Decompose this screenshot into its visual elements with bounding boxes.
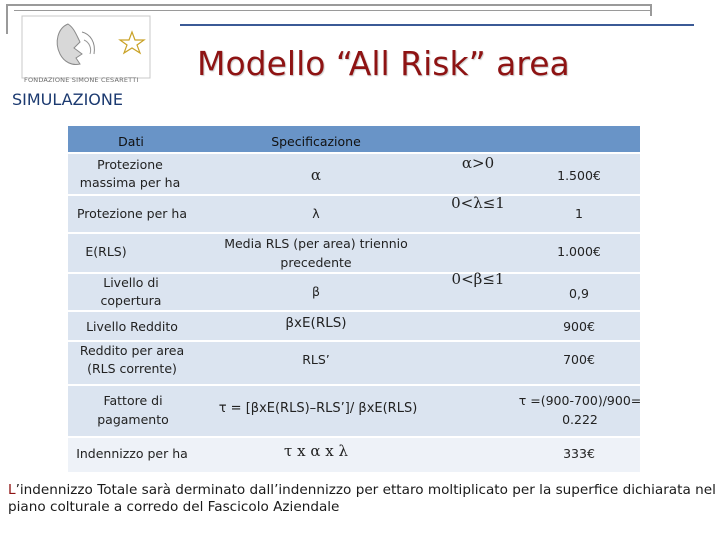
table-cell-dato: Indennizzo per ha	[76, 446, 188, 461]
table-cell-valore: 700€	[563, 352, 595, 367]
table-cell-valore: 333€	[563, 446, 595, 461]
constraint-alpha: α>0	[461, 154, 495, 172]
table-cell-valore: 1	[575, 206, 583, 221]
footer-initial: L	[8, 482, 16, 498]
table-cell-spec: RLS’	[302, 352, 330, 367]
row-divider	[68, 194, 640, 196]
table-cell-valore: 0,9	[569, 286, 589, 301]
table-cell-spec: Media RLS (per area) triennio precedente	[224, 236, 408, 270]
table-cell-valore: 900€	[563, 319, 595, 334]
table-cell-valore: 1.500€	[557, 168, 601, 183]
table-cell-valore: τ =(900-700)/900= 0.222	[518, 393, 642, 427]
row-divider	[68, 384, 640, 386]
header-rule	[180, 24, 694, 26]
frame-line-right	[650, 4, 652, 16]
table-cell-valore: 1.000€	[557, 244, 601, 259]
table-cell-spec: τ = [βxE(RLS)–RLS’]/ βxE(RLS)	[218, 401, 418, 416]
table-cell-dato: Protezione massima per ha	[79, 157, 181, 190]
frame-line-top-inner	[14, 10, 652, 11]
table-cell-dato: Livello Reddito	[86, 319, 178, 334]
footer-note	[8, 482, 718, 516]
table-cell-spec: β	[312, 284, 320, 299]
table-cell-spec: λ	[312, 206, 320, 221]
table-cell-dato: Livello di copertura	[100, 275, 162, 308]
table-cell-dato: Protezione per ha	[76, 206, 187, 221]
column-header-dati: Dati	[118, 134, 144, 149]
footer-text: ’indennizzo Totale sarà derminato dall’indennizzo per ettaro moltiplicato per la superfice dichiarata nel piano colturale a corredo del Fascicolo Aziendale	[8, 482, 716, 515]
page-title: Modello “All Risk” area	[197, 44, 570, 83]
constraint-lambda: 0<λ≤1	[451, 194, 505, 212]
table-cell-dato: Reddito per area (RLS corrente)	[79, 343, 185, 376]
column-header-specificazione: Specificazione	[271, 134, 361, 149]
row-divider	[68, 310, 640, 312]
table-cell-spec: τ x α x λ	[284, 442, 348, 460]
logo-organization: FONDAZIONE SIMONE CESARETTI	[24, 76, 139, 84]
constraint-beta: 0<β≤1	[451, 270, 505, 288]
table-cell-dato: Fattore di pagamento	[97, 393, 169, 427]
logo-emblem-icon	[10, 14, 160, 84]
table-cell-spec: βxE(RLS)	[285, 315, 347, 331]
table-cell-dato: E(RLS)	[85, 244, 127, 259]
frame-line-left	[6, 4, 8, 34]
logo-label: SIMULAZIONE	[12, 90, 123, 109]
frame-line-top	[6, 4, 652, 6]
table-cell-spec: α	[310, 166, 322, 184]
